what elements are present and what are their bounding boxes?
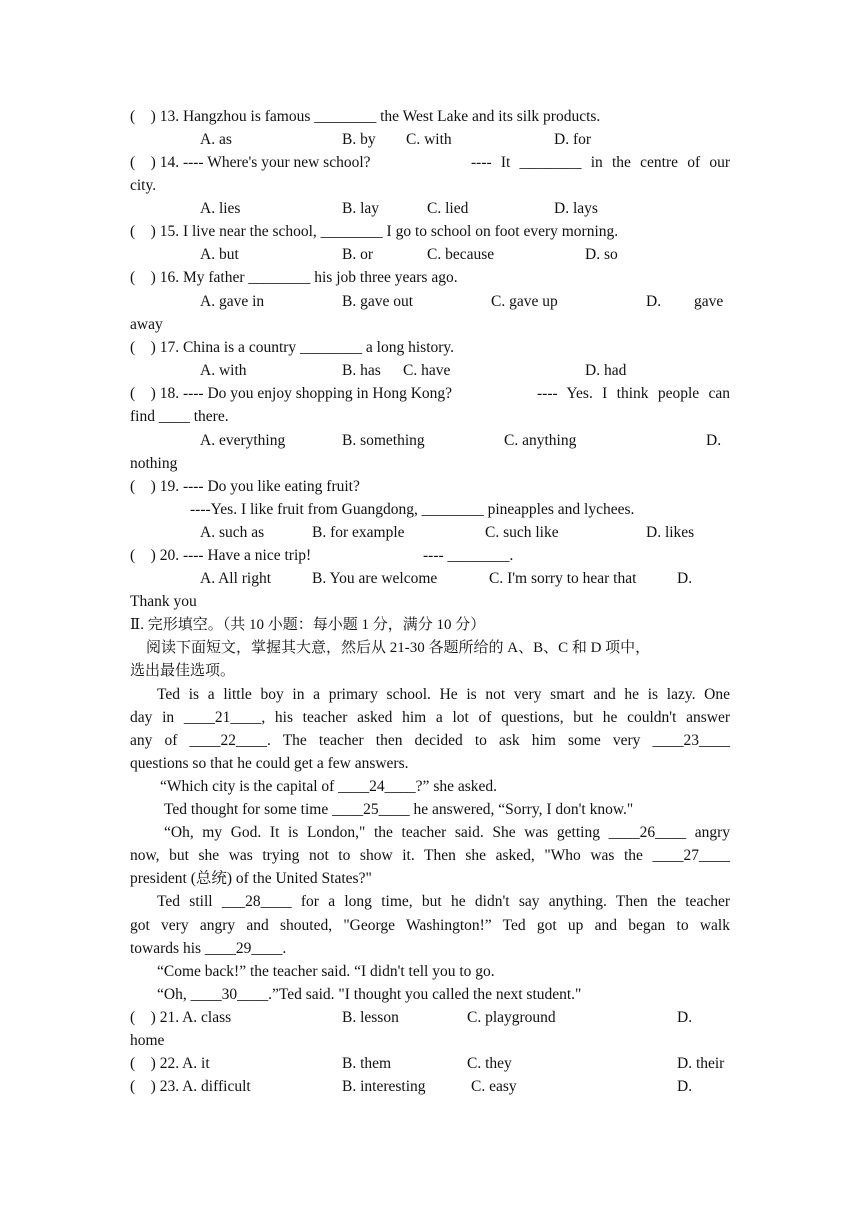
passage-p1-line2: day in ____21____, his teacher asked him a lot of questions, but he couldn't answer [130,709,730,726]
q15-option-b: B. or [342,246,373,263]
q16-option-a: A. gave in [200,293,265,310]
q18-option-b: B. something [342,432,425,449]
passage-p6: “Come back!” the teacher said. “I didn't tell you to go. [157,963,495,980]
cloze-21-stem: ( ) 21. A. class [130,1009,232,1026]
cloze-21-option-b: B. lesson [342,1009,399,1026]
q15-option-c: C. because [427,246,495,263]
q14-option-b: B. lay [342,200,380,217]
question-20-reply: ---- ________. [423,547,514,564]
question-16-stem: ( ) 16. My father ________ his job three years ago. [130,269,458,286]
passage-p1-line4: questions so that he could get a few answers. [130,755,409,772]
q17-option-c: C. have [403,362,451,379]
q17-option-b: B. has [342,362,381,379]
q13-option-c: C. with [406,131,452,148]
q16-option-b: B. gave out [342,293,414,310]
question-13-stem: ( ) 13. Hangzhou is famous ________ the West Lake and its silk products. [130,108,601,125]
cloze-22-option-b: B. them [342,1055,392,1072]
passage-p1-line3: any of ____22____. The teacher then decided to ask him some very ____23____ [130,732,730,749]
cloze-23-stem: ( ) 23. A. difficult [130,1078,251,1095]
passage-p7: “Oh, ____30____.”Ted said. "I thought you called the next student." [157,986,582,1003]
section-2-title: Ⅱ. 完形填空。（共 10 小题：每小题 1 分，满分 10 分） [130,617,486,633]
question-20-stem: ( ) 20. ---- Have a nice trip! [130,547,312,564]
question-19-stem: ( ) 19. ---- Do you like eating fruit? [130,478,360,495]
q18-option-c: C. anything [504,432,577,449]
passage-p3: Ted thought for some time ____25____ he answered, “Sorry, I don't know." [164,801,634,818]
q19-option-b: B. for example [312,524,405,541]
cloze-22-option-d: D. their [677,1055,725,1072]
passage-p4-line1: “Oh, my God. It is London," the teacher said. She was getting ____26____ angry [164,824,730,841]
q18-option-a: A. everything [200,432,286,449]
question-18-continued: find ____ there. [130,408,229,425]
q20-option-a: A. All right [200,570,272,587]
section-2-instructions-line2: 选出最佳选项。 [130,663,236,679]
q14-option-c: C. lied [427,200,469,217]
q19-option-c: C. such like [485,524,559,541]
q19-option-a: A. such as [200,524,265,541]
cloze-21-option-d-letter: D. [677,1009,693,1026]
question-17-stem: ( ) 17. China is a country ________ a long history. [130,339,455,356]
q15-option-a: A. but [200,246,239,263]
section-2-instructions-line1: 阅读下面短文，掌握其大意，然后从 21-30 各题所给的 A、B、C 和 D 项中， [146,640,651,656]
q20-option-c: C. I'm sorry to hear that [489,570,637,587]
q16-option-d-letter: D. [646,293,662,310]
q19-option-d: D. likes [646,524,695,541]
q17-option-a: A. with [200,362,247,379]
q15-option-d: D. so [585,246,618,263]
cloze-21-option-c: C. playground [467,1009,556,1026]
q18-option-d-letter: D. [706,432,722,449]
q16-option-d-continued: away [130,316,163,333]
cloze-23-option-b: B. interesting [342,1078,426,1095]
passage-p4-line3: president (总统) of the United States?" [130,870,372,887]
cloze-22-stem: ( ) 22. A. it [130,1055,210,1072]
q14-option-d: D. lays [554,200,598,217]
q17-option-d: D. had [585,362,627,379]
question-14-reply: ---- It ________ in the centre of our [471,154,730,171]
cloze-23-option-d: D. [677,1078,693,1095]
question-14-stem: ( ) 14. ---- Where's your new school? [130,154,371,171]
q20-option-b: B. You are welcome [312,570,438,587]
question-15-stem: ( ) 15. I live near the school, ________ I go to school on foot every morning. [130,223,619,240]
passage-p5-line2: got very angry and shouted, "George Washington!” Ted got up and began to walk [130,917,730,934]
q20-option-d-continued: Thank you [130,593,197,610]
cloze-22-option-c: C. they [467,1055,512,1072]
q20-option-d-letter: D. [677,570,693,587]
q18-option-d-continued: nothing [130,455,178,472]
q16-option-c: C. gave up [491,293,558,310]
question-18-stem: ( ) 18. ---- Do you enjoy shopping in Hong Kong? [130,385,453,402]
question-18-reply: ---- Yes. I think people can [537,385,730,402]
cloze-21-option-d-continued: home [130,1032,165,1049]
q16-option-d-text: gave [694,293,724,310]
q14-option-a: A. lies [200,200,241,217]
passage-p2: “Which city is the capital of ____24____?” she asked. [160,778,498,795]
passage-p5-line1: Ted still ___28____ for a long time, but he didn't say anything. Then the teacher [157,893,730,910]
q13-option-d: D. for [554,131,592,148]
question-14-continued: city. [130,177,157,194]
passage-p4-line2: now, but she was trying not to show it. Then she asked, "Who was the ____27____ [130,847,730,864]
question-19-reply: ----Yes. I like fruit from Guangdong, ________ pineapples and lychees. [190,501,635,518]
q13-option-a: A. as [200,131,232,148]
q13-option-b: B. by [342,131,376,148]
cloze-23-option-c: C. easy [471,1078,517,1095]
passage-p1-line1: Ted is a little boy in a primary school. He is not very smart and he is lazy. One [157,686,730,703]
passage-p5-line3: towards his ____29____. [130,940,287,957]
